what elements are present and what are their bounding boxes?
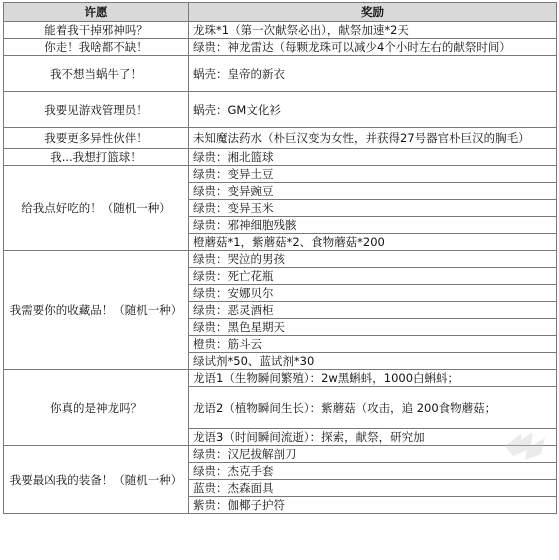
watermark-logo-icon — [501, 428, 553, 464]
reward-cell: 绿贵：安娜贝尔 — [189, 285, 557, 302]
reward-cell: 蜗壳：皇帝的新衣 — [189, 56, 557, 92]
reward-cell: 绿贵：邪神细胞残骸 — [189, 217, 557, 234]
table-row — [4, 56, 557, 92]
table-row — [4, 149, 557, 166]
reward-cell: 绿试剂*50、蓝试剂*30 — [189, 353, 557, 370]
reward-cell: 绿贵：变异玉米 — [189, 200, 557, 217]
table-row — [4, 22, 557, 39]
reward-cell: 绿贵：哭泣的男孩 — [189, 251, 557, 268]
table-row — [4, 128, 557, 149]
wish-cell: 你走！我啥都不缺！ — [4, 39, 189, 56]
reward-cell: 绿贵：杰克手套 — [189, 463, 557, 480]
table-row — [4, 370, 557, 387]
reward-cell: 未知魔法药水（朴巨汉变为女性，并获得27号器官朴巨汉的胸毛） — [189, 128, 557, 149]
reward-cell: 绿贵：黑色星期天 — [189, 319, 557, 336]
reward-cell: 绿贵：变异豌豆 — [189, 183, 557, 200]
reward-cell: 龙语1（生物瞬间繁殖）：2w黑蝌蚪，1000白蝌蚪； — [189, 370, 557, 387]
reward-cell: 绿贵：变异土豆 — [189, 166, 557, 183]
table-row — [4, 39, 557, 56]
wish-cell: 我要最凶我的装备！（随机一种） — [4, 446, 189, 514]
table-row — [4, 166, 557, 183]
wish-cell: 我要见游戏管理员！ — [4, 92, 189, 128]
reward-cell: 龙语2（植物瞬间生长）：紫蘑菇（攻击，追 200食物蘑菇； — [189, 387, 557, 429]
wish-cell: 我要更多异性伙伴！ — [4, 128, 189, 149]
reward-cell: 绿贵：死亡花瓶 — [189, 268, 557, 285]
reward-cell: 龙珠*1（第一次献祭必出），献祭加速*2天 — [189, 22, 557, 39]
header-reward: 奖励 — [189, 3, 557, 22]
reward-cell: 绿贵：恶灵酒柜 — [189, 302, 557, 319]
header-request: 许愿 — [4, 3, 189, 22]
table-row — [4, 251, 557, 268]
table-row — [4, 92, 557, 128]
wish-cell: 能着我干掉邪神吗？ — [4, 22, 189, 39]
reward-cell: 龙语3（时间瞬间流逝）：探索，献祭，研究加 — [189, 429, 557, 446]
reward-cell: 蜗壳：GM文化衫 — [189, 92, 557, 128]
wish-cell: 我需要你的收藏品！（随机一种） — [4, 251, 189, 370]
reward-cell: 紫贵：伽椰子护符 — [189, 497, 557, 514]
table-row — [4, 446, 557, 463]
reward-cell: 橙贵：筋斗云 — [189, 336, 557, 353]
table-header-row — [4, 3, 557, 22]
reward-cell: 绿贵：汉尼拔解剖刀 — [189, 446, 557, 463]
wish-cell: 你真的是神龙吗？ — [4, 370, 189, 446]
reward-cell: 橙蘑菇*1，紫蘑菇*2、食物蘑菇*200 — [189, 234, 557, 251]
wish-cell: 给我点好吃的！（随机一种） — [4, 166, 189, 251]
reward-cell: 蓝贵：杰森面具 — [189, 480, 557, 497]
reward-cell: 绿贵：湘北篮球 — [189, 149, 557, 166]
wish-cell: 我不想当蜗牛了！ — [4, 56, 189, 92]
reward-cell: 绿贵：神龙雷达（每颗龙珠可以减少4个小时左右的献祭时间） — [189, 39, 557, 56]
wish-cell: 我...我想打篮球！ — [4, 149, 189, 166]
wish-reward-table — [3, 2, 557, 514]
